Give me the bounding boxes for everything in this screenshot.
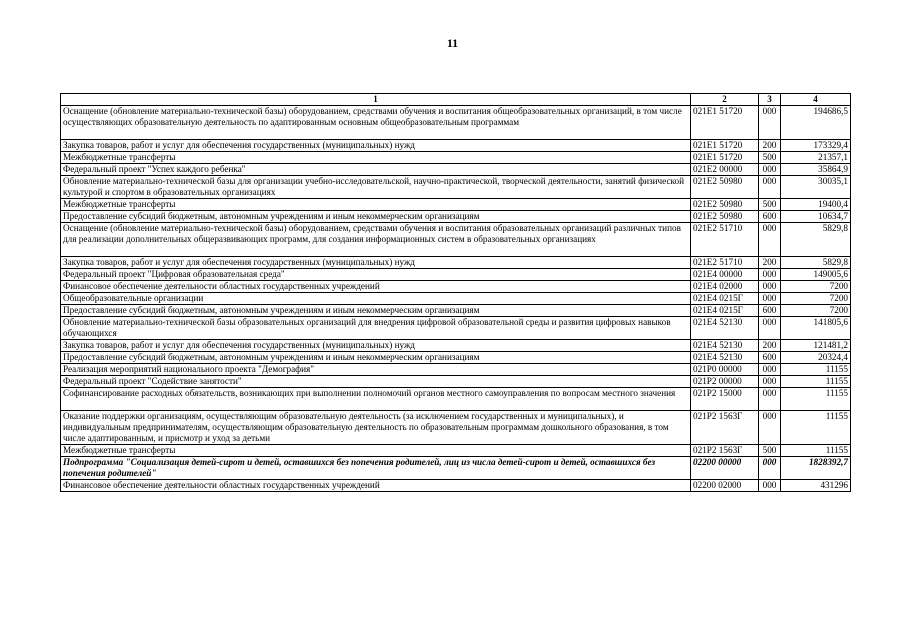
- row-sum: 5829,8: [781, 223, 851, 257]
- row-name: Закупка товаров, работ и услуг для обеспечения государственных (муниципальных) нужд: [61, 257, 691, 269]
- table-row: [61, 223, 851, 257]
- row-sum: 121481,2: [781, 340, 851, 352]
- column-header-type: 3: [759, 94, 781, 106]
- row-code: 021E1 51720: [691, 140, 759, 152]
- row-sum: 11155: [781, 388, 851, 411]
- row-sum: 1828392,7: [781, 457, 851, 480]
- row-name: Предоставление субсидий бюджетным, автономным учреждениям и иным некоммерческим организациям: [61, 211, 691, 223]
- row-name: Предоставление субсидий бюджетным, автономным учреждениям и иным некоммерческим организациям: [61, 305, 691, 317]
- row-sum: 194686,5: [781, 106, 851, 140]
- table-row: [61, 269, 851, 281]
- row-type: 000: [759, 223, 781, 257]
- table-row: [61, 176, 851, 199]
- row-type: 000: [759, 388, 781, 411]
- table-row: [61, 211, 851, 223]
- row-code: 021E4 52130: [691, 317, 759, 340]
- row-sum: 7200: [781, 293, 851, 305]
- row-name: Оказание поддержки организациям, осуществляющим образовательную деятельность (за исключением государственных и муниципальных), и индивидуальным предпринимателям, осуществляющим образовательную деятельность по образовательным программам дошкольного образования, в том числе адаптированным, и присмотр и уход за детьми: [61, 411, 691, 445]
- row-name: Общеобразовательные организации: [61, 293, 691, 305]
- column-header-name: 1: [61, 94, 691, 106]
- row-code: 021E4 02000: [691, 281, 759, 293]
- row-code: 021E2 50980: [691, 176, 759, 199]
- row-code: 021E2 51710: [691, 257, 759, 269]
- row-sum: 30035,1: [781, 176, 851, 199]
- table-row: [61, 480, 851, 492]
- row-code: 021E2 51710: [691, 223, 759, 257]
- row-type: 000: [759, 293, 781, 305]
- table-row: [61, 445, 851, 457]
- table-header-row: [61, 94, 851, 106]
- row-type: 000: [759, 269, 781, 281]
- budget-table: [60, 93, 851, 492]
- row-name: Федеральный проект "Успех каждого ребенка": [61, 164, 691, 176]
- table-row: [61, 199, 851, 211]
- row-code: 021E4 0215Г: [691, 305, 759, 317]
- row-name: Обновление материально-технической базы для организации учебно-исследовательской, научно-практической, творческой деятельности, занятий физической культурой и спортом в образовательных организациях: [61, 176, 691, 199]
- row-code: 021E4 52130: [691, 340, 759, 352]
- row-type: 500: [759, 445, 781, 457]
- row-type: 500: [759, 199, 781, 211]
- row-sum: 5829,8: [781, 257, 851, 269]
- row-type: 000: [759, 364, 781, 376]
- row-code: 021E1 51720: [691, 152, 759, 164]
- row-sum: 141805,6: [781, 317, 851, 340]
- table-row: [61, 364, 851, 376]
- row-type: 600: [759, 352, 781, 364]
- row-code: 021P2 15000: [691, 388, 759, 411]
- table-row: [61, 317, 851, 340]
- row-type: 200: [759, 257, 781, 269]
- row-type: 600: [759, 305, 781, 317]
- row-name: Финансовое обеспечение деятельности областных государственных учреждений: [61, 281, 691, 293]
- row-code: 021P2 1563Г: [691, 411, 759, 445]
- row-code: 021E2 50980: [691, 199, 759, 211]
- column-header-sum: 4: [781, 94, 851, 106]
- row-code: 021E2 50980: [691, 211, 759, 223]
- row-type: 200: [759, 140, 781, 152]
- row-type: 600: [759, 211, 781, 223]
- row-name: Закупка товаров, работ и услуг для обеспечения государственных (муниципальных) нужд: [61, 340, 691, 352]
- row-sum: 11155: [781, 445, 851, 457]
- row-code: 021P2 1563Г: [691, 445, 759, 457]
- row-name: Федеральный проект "Цифровая образовательная среда": [61, 269, 691, 281]
- row-name: Межбюджетные трансферты: [61, 199, 691, 211]
- row-sum: 19400,4: [781, 199, 851, 211]
- row-type: 000: [759, 317, 781, 340]
- row-name: Софинансирование расходных обязательств, возникающих при выполнении полномочий органов местного самоуправления по вопросам местного значения: [61, 388, 691, 411]
- table-row: [61, 340, 851, 352]
- row-name: Оснащение (обновление материально-технической базы) оборудованием, средствами обучения и воспитания общеобразовательных организаций, в том числе осуществляющих образовательную деятельность по адаптированным основным общеобразовательным программам: [61, 106, 691, 140]
- row-name: Реализация мероприятий национального проекта "Демография": [61, 364, 691, 376]
- table-row: [61, 106, 851, 140]
- row-name: Предоставление субсидий бюджетным, автономным учреждениям и иным некоммерческим организациям: [61, 352, 691, 364]
- row-sum: 11155: [781, 376, 851, 388]
- table-row: [61, 376, 851, 388]
- table-row: [61, 257, 851, 269]
- row-name: Подпрограмма "Социализация детей-сирот и детей, оставшихся без попечения родителей, лиц из числа детей-сирот и детей, оставшихся без попечения родителей": [61, 457, 691, 480]
- table-row: [61, 164, 851, 176]
- row-sum: 21357,1: [781, 152, 851, 164]
- row-name: Обновление материально-технической базы образовательных организаций для внедрения цифровой образовательной среды и развития цифровых навыков обучающихся: [61, 317, 691, 340]
- table-row: [61, 293, 851, 305]
- row-type: 000: [759, 457, 781, 480]
- row-type: 000: [759, 376, 781, 388]
- table-row: [61, 281, 851, 293]
- row-sum: 35864,9: [781, 164, 851, 176]
- row-name: Оснащение (обновление материально-технической базы) оборудованием, средствами обучения и воспитания образовательных организаций различных типов для реализации дополнительных общеразвивающих программ, для создания информационных систем в образовательных организациях: [61, 223, 691, 257]
- row-code: 021E4 0215Г: [691, 293, 759, 305]
- row-sum: 149005,6: [781, 269, 851, 281]
- row-code: 021E4 52130: [691, 352, 759, 364]
- row-code: 021E1 51720: [691, 106, 759, 140]
- table-row: [61, 352, 851, 364]
- row-sum: 11155: [781, 411, 851, 445]
- row-name: Закупка товаров, работ и услуг для обеспечения государственных (муниципальных) нужд: [61, 140, 691, 152]
- row-sum: 11155: [781, 364, 851, 376]
- table-row: [61, 305, 851, 317]
- row-sum: 20324,4: [781, 352, 851, 364]
- table-row-subprogram: [61, 457, 851, 480]
- table-row: [61, 388, 851, 411]
- row-name: Межбюджетные трансферты: [61, 152, 691, 164]
- page-number: 11: [446, 36, 459, 50]
- row-type: 000: [759, 411, 781, 445]
- row-type: 000: [759, 480, 781, 492]
- row-sum: 173329,4: [781, 140, 851, 152]
- row-code: 02200 02000: [691, 480, 759, 492]
- row-name: Межбюджетные трансферты: [61, 445, 691, 457]
- row-name: Финансовое обеспечение деятельности областных государственных учреждений: [61, 480, 691, 492]
- row-type: 200: [759, 340, 781, 352]
- row-code: 021E4 00000: [691, 269, 759, 281]
- row-name: Федеральный проект "Содействие занятости": [61, 376, 691, 388]
- row-sum: 10634,7: [781, 211, 851, 223]
- table-row: [61, 152, 851, 164]
- row-type: 000: [759, 176, 781, 199]
- row-code: 021P2 00000: [691, 376, 759, 388]
- row-code: 02200 00000: [691, 457, 759, 480]
- row-type: 000: [759, 106, 781, 140]
- row-code: 021E2 00000: [691, 164, 759, 176]
- row-type: 500: [759, 152, 781, 164]
- row-sum: 431296: [781, 480, 851, 492]
- table-row: [61, 411, 851, 445]
- row-code: 021P0 00000: [691, 364, 759, 376]
- row-type: 000: [759, 281, 781, 293]
- row-sum: 7200: [781, 281, 851, 293]
- row-sum: 7200: [781, 305, 851, 317]
- row-type: 000: [759, 164, 781, 176]
- column-header-code: 2: [691, 94, 759, 106]
- table-row: [61, 140, 851, 152]
